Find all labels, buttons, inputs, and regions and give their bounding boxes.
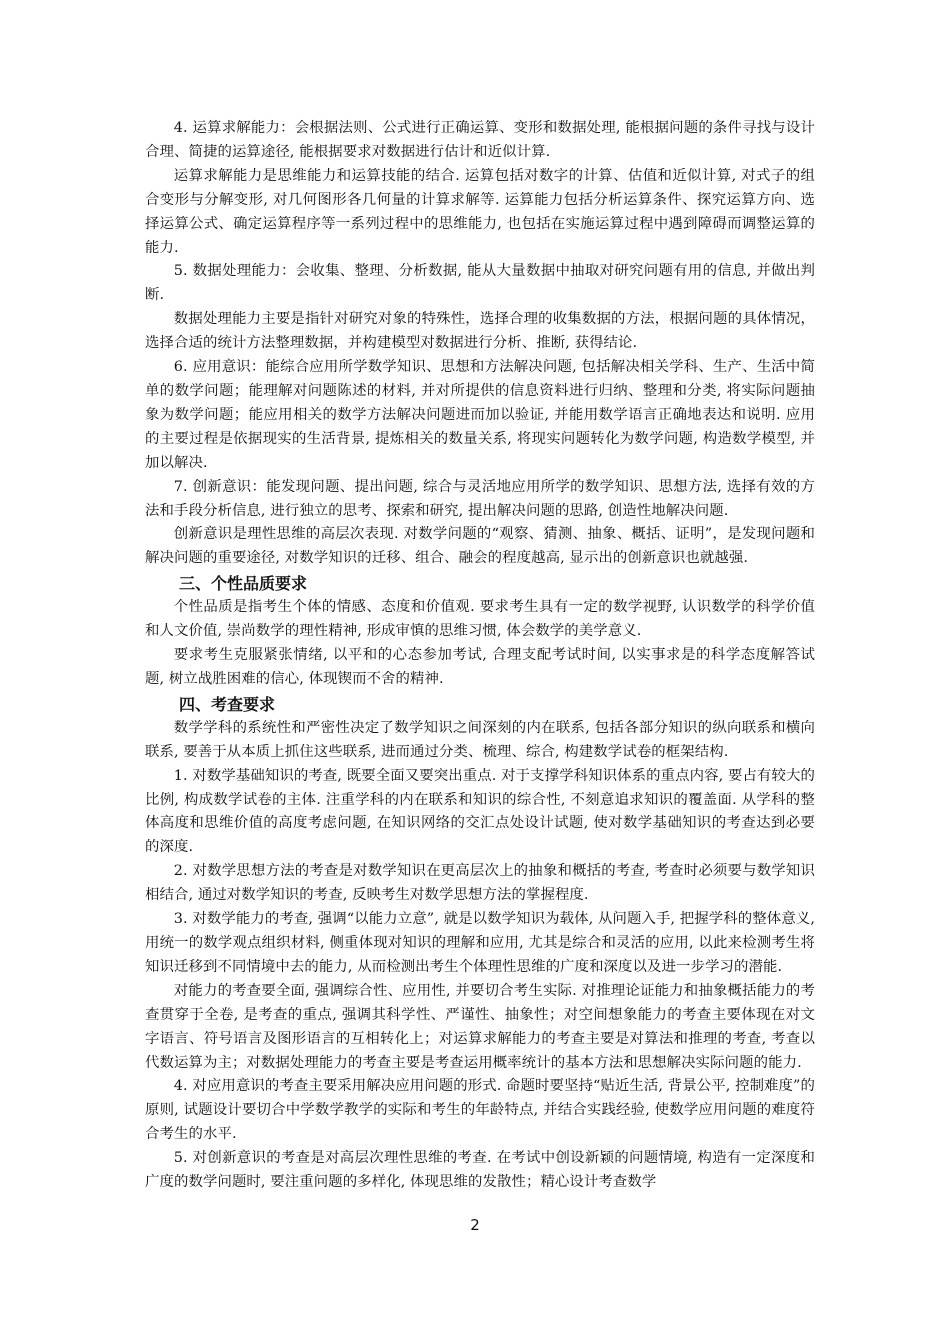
heading-assessment-requirements: 四、考查要求 xyxy=(179,694,276,714)
paragraph-data-processing-ability: 5. 数据处理能力：会收集、整理、分析数据, 能从大量数据中抽取对研究问题有用的信息, 并做出判断. xyxy=(145,263,815,304)
paragraph-innovation-explanation: 创新意识是理性思维的高层次表现. 对数学问题的“观察、猜测、抽象、概括、证明”，是发现问题和解决问题的重要途径, 对数学知识的迁移、组合、融会的程度越高, 显示出的创新意识也就越强. xyxy=(145,526,815,567)
paragraph-innovation-assessment: 5. 对创新意识的考查是对高层次理性思维的考查. 在考试中创设新颖的问题情境, 构造有一定深度和广度的数学问题时, 要注重问题的多样化, 体现思维的发散性；精心设计考查数学 xyxy=(145,1150,815,1191)
paragraph-data-processing-explanation: 数据处理能力主要是指针对研究对象的特殊性，选择合理的收集数据的方法，根据问题的具体情况，选择合适的统计方法整理数据，并构建模型对数据进行分析、推断, 获得结论. xyxy=(145,311,815,352)
paragraph-thinking-methods: 2. 对数学思想方法的考查是对数学知识在更高层次上的抽象和概括的考查, 考查时必须要与数学知识相结合, 通过对数学知识的考查, 反映考生对数学思想方法的掌握程度. xyxy=(145,863,815,904)
heading-personal-quality: 三、个性品质要求 xyxy=(179,574,308,594)
paragraph-application-awareness: 6. 应用意识：能综合应用所学数学知识、思想和方法解决问题, 包括解决相关学科、生产、生活中简单的数学问题；能理解对问题陈述的材料, 并对所提供的信息资料进行归纳、整理和分类, 将实际问题抽象为数学问题；能应用相关的数学方法解决问题进而加以验证, 并能用数学语言正确地表达和说明. 应用的主要过程是依据现实的生活背景, 提炼相关的数量关系, 将现实问题转化为数学问题, 构造数学模型, 并加以解决. xyxy=(145,359,815,471)
paragraph-computation-explanation: 运算求解能力是思维能力和运算技能的结合. 运算包括对数字的计算、估值和近似计算, 对式子的组合变形与分解变形, 对几何图形各几何量的计算求解等. 运算能力包括分析运算条件、探究运算方向、选择运算公式、确定运算程序等一系列过程中的思维能力, 也包括在实施运算过程中遇到障碍而调整运算的能力. xyxy=(145,167,815,256)
paragraph-innovation-awareness: 7. 创新意识：能发现问题、提出问题, 综合与灵活地应用所学的数学知识、思想方法, 选择有效的方法和手段分析信息, 进行独立的思考、探索和研究, 提出解决问题的思路, 创造性地解决问题. xyxy=(145,478,815,519)
paragraph-basic-knowledge: 1. 对数学基础知识的考查, 既要全面又要突出重点. 对于支撑学科知识体系的重点内容, 要占有较大的比例, 构成数学试卷的主体. 注重学科的内在联系和知识的综合性, 不刻意追求知识的覆盖面. 从学科的整体高度和思维价值的高度考虑问题, 在知识网络的交汇点处设计试题, 使对数学基础知识的考查达到必要的深度. xyxy=(145,767,815,856)
paragraph-assessment-intro: 数学学科的系统性和严密性决定了数学知识之间深刻的内在联系, 包括各部分知识的纵向联系和横向联系, 要善于从本质上抓住这些联系, 进而通过分类、梳理、综合, 构建数学试卷的框架结构. xyxy=(145,719,815,760)
page-number: 2 xyxy=(470,1216,480,1234)
paragraph-exam-attitude: 要求考生克服紧张情绪, 以平和的心态参加考试, 合理支配考试时间, 以实事求是的科学态度解答试题, 树立战胜困难的信心, 体现锲而不舍的精神. xyxy=(145,647,815,687)
paragraph-application-assessment: 4. 对应用意识的考查主要采用解决应用问题的形式. 命题时要坚持“贴近生活, 背景公平, 控制难度”的原则, 试题设计要切合中学数学教学的实际和考生的年龄特点, 并结合实践经验, 使数学应用问题的难度符合考生的水平. xyxy=(145,1078,815,1143)
paragraph-ability-assessment: 3. 对数学能力的考查, 强调“以能力立意”, 就是以数学知识为载体, 从问题入手, 把握学科的整体意义, 用统一的数学观点组织材料, 侧重体现对知识的理解和应用, 尤其是综合和灵活的应用, 以此来检测考生将知识迁移到不同情境中去的能力, 从而检测出考生个体理性思维的广度和深度以及进一步学习的潜能. xyxy=(145,911,815,975)
paragraph-computation-ability: 4. 运算求解能力：会根据法则、公式进行正确运算、变形和数据处理, 能根据问题的条件寻找与设计合理、简捷的运算途径, 能根据要求对数据进行估计和近似计算. xyxy=(145,120,815,160)
paragraph-personal-quality: 个性品质是指考生个体的情感、态度和价值观. 要求考生具有一定的数学视野, 认识数学的科学价值和人文价值, 崇尚数学的理性精神, 形成审慎的思维习惯, 体会数学的美学意义. xyxy=(145,599,815,640)
paragraph-ability-details: 对能力的考查要全面, 强调综合性、应用性, 并要切合考生实际. 对推理论证能力和抽象概括能力的考查贯穿于全卷, 是考查的重点, 强调其科学性、严谨性、抽象性；对空间想象能力的考查主要体现在对文字语言、符号语言及图形语言的互相转化上；对运算求解能力的考查主要是对算法和推理的考查, 考查以代数运算为主；对数据处理能力的考查主要是考查运用概率统计的基本方法和思想解决实际问题的能力. xyxy=(145,982,815,1071)
page-content xyxy=(145,117,815,1195)
